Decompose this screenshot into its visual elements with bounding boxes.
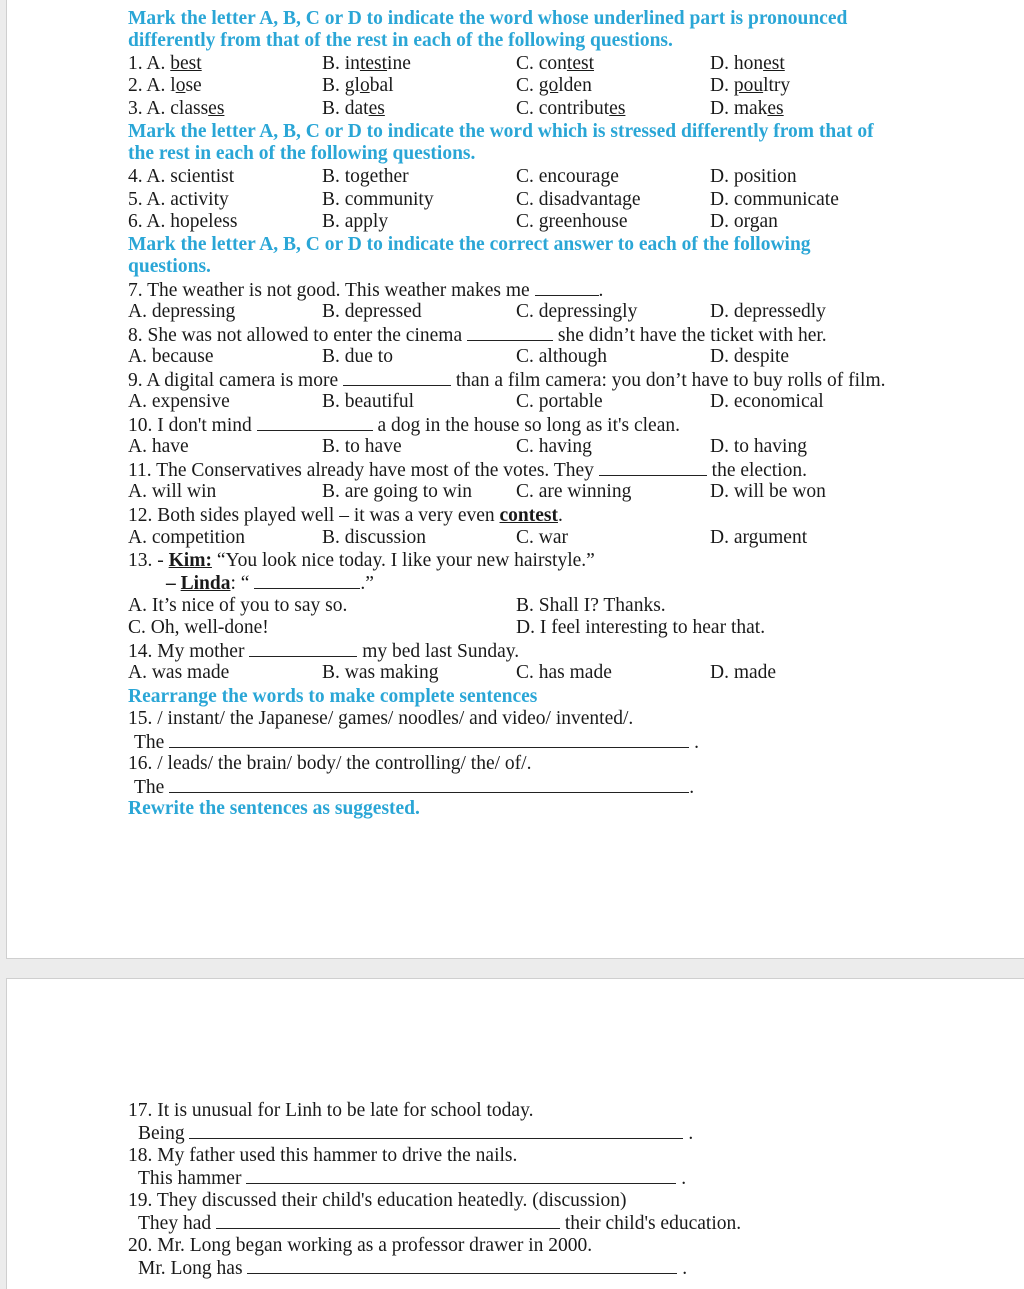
option-b[interactable]: B. depressed (322, 301, 422, 322)
option-a[interactable]: A. competition (128, 527, 245, 548)
question-19-prompt: 19. They discussed their child's education heatedly. (discussion) (128, 1190, 627, 1211)
question-19-answer-line: They had their child's education. (138, 1213, 742, 1234)
option-b[interactable]: B. global (322, 75, 394, 96)
option-b[interactable]: B. discussion (322, 527, 427, 548)
answer-blank[interactable] (249, 640, 357, 657)
option-a[interactable]: 2. A. lose (128, 75, 202, 96)
option-d[interactable]: D. makes (710, 98, 784, 119)
option-b[interactable]: B. together (322, 166, 409, 187)
option-c[interactable]: C. having (516, 436, 592, 457)
answer-blank[interactable] (216, 1212, 560, 1229)
option-b[interactable]: B. are going to win (322, 481, 473, 502)
section-heading-rearrange: Rearrange the words to make complete sentences (128, 686, 538, 707)
question-18-answer-line: This hammer . (138, 1168, 687, 1189)
answer-blank[interactable] (343, 369, 451, 386)
question-7-stem: 7. The weather is not good. This weather makes me . (128, 280, 604, 301)
option-c[interactable]: C. are winning (516, 481, 632, 502)
section-heading-pronunciation-cont: differently from that of the rest in each of the following questions. (128, 30, 673, 51)
section-heading-correct-answer-cont: questions. (128, 256, 211, 277)
question-15-answer-line: The . (134, 732, 699, 753)
underlined-word: contest (499, 505, 558, 526)
question-9-stem: 9. A digital camera is more than a film camera: you don’t have to buy rolls of film. (128, 370, 886, 391)
option-a[interactable]: 6. A. hopeless (128, 211, 238, 232)
section-heading-correct-answer: Mark the letter A, B, C or D to indicate the correct answer to each of the following (128, 234, 811, 255)
option-d[interactable]: D. poultry (710, 75, 791, 96)
option-a[interactable]: A. depressing (128, 301, 236, 322)
option-c[interactable]: C. portable (516, 391, 603, 412)
question-12-stem: 12. Both sides played well – it was a very even contest. (128, 505, 563, 526)
question-14-stem: 14. My mother my bed last Sunday. (128, 641, 520, 662)
question-18-prompt: 18. My father used this hammer to drive the nails. (128, 1145, 518, 1166)
option-d[interactable]: D. depressedly (710, 301, 826, 322)
option-b[interactable]: B. dates (322, 98, 385, 119)
option-d[interactable]: D. despite (710, 346, 790, 367)
answer-blank[interactable] (599, 459, 707, 476)
speaker-kim: Kim: (168, 550, 212, 571)
option-a[interactable]: 4. A. scientist (128, 166, 235, 187)
option-d[interactable]: D. organ (710, 211, 778, 232)
option-c[interactable]: C. encourage (516, 166, 619, 187)
option-d[interactable]: D. communicate (710, 189, 839, 210)
option-c[interactable]: C. contributes (516, 98, 626, 119)
option-a[interactable]: 1. A. best (128, 53, 202, 74)
question-16-prompt: 16. / leads/ the brain/ body/ the controlling/ the/ of/. (128, 753, 532, 774)
question-11-stem: 11. The Conservatives already have most of the votes. They the election. (128, 460, 807, 481)
option-a[interactable]: 5. A. activity (128, 189, 229, 210)
section-heading-rewrite: Rewrite the sentences as suggested. (128, 798, 420, 819)
option-d[interactable]: D. will be won (710, 481, 826, 502)
answer-blank[interactable] (246, 1167, 676, 1184)
question-8-stem: 8. She was not allowed to enter the cinema she didn’t have the ticket with her. (128, 325, 827, 346)
question-17-answer-line: Being . (138, 1123, 694, 1144)
option-a[interactable]: A. have (128, 436, 189, 457)
option-a[interactable]: A. It’s nice of you to say so. (128, 595, 348, 616)
option-c[interactable]: C. contest (516, 53, 595, 74)
option-b[interactable]: B. was making (322, 662, 439, 683)
option-c[interactable]: C. war (516, 527, 568, 548)
option-b[interactable]: B. intestine (322, 53, 411, 74)
option-d[interactable]: D. to having (710, 436, 807, 457)
answer-blank[interactable] (169, 776, 689, 793)
answer-blank[interactable] (257, 414, 373, 431)
question-13-line-2: – Linda: “ .” (166, 573, 374, 594)
question-10-stem: 10. I don't mind a dog in the house so long as it's clean. (128, 415, 680, 436)
section-heading-stress-cont: the rest in each of the following questions. (128, 143, 476, 164)
answer-blank[interactable] (254, 572, 360, 589)
option-a[interactable]: A. because (128, 346, 214, 367)
question-17-prompt: 17. It is unusual for Linh to be late for school today. (128, 1100, 534, 1121)
question-15-prompt: 15. / instant/ the Japanese/ games/ noodles/ and video/ invented/. (128, 708, 634, 729)
option-d[interactable]: D. honest (710, 53, 785, 74)
option-c[interactable]: C. golden (516, 75, 592, 96)
option-b[interactable]: B. beautiful (322, 391, 415, 412)
question-20-answer-line: Mr. Long has . (138, 1258, 688, 1279)
option-d[interactable]: D. made (710, 662, 777, 683)
speaker-linda: Linda (180, 573, 231, 594)
option-c[interactable]: C. although (516, 346, 607, 367)
option-a[interactable]: 3. A. classes (128, 98, 225, 119)
question-13-line-1: 13. - Kim: “You look nice today. I like your new hairstyle.” (128, 550, 595, 571)
option-c[interactable]: C. Oh, well-done! (128, 617, 269, 638)
option-b[interactable]: B. due to (322, 346, 393, 367)
option-d[interactable]: D. economical (710, 391, 824, 412)
section-heading-pronunciation: Mark the letter A, B, C or D to indicate the word whose underlined part is pronounced (128, 8, 848, 29)
option-c[interactable]: C. has made (516, 662, 612, 683)
option-a[interactable]: A. expensive (128, 391, 230, 412)
option-b[interactable]: B. apply (322, 211, 389, 232)
option-a[interactable]: A. was made (128, 662, 230, 683)
option-d[interactable]: D. I feel interesting to hear that. (516, 617, 766, 638)
answer-blank[interactable] (467, 324, 553, 341)
option-b[interactable]: B. to have (322, 436, 402, 457)
answer-blank[interactable] (247, 1257, 677, 1274)
question-16-answer-line: The . (134, 777, 695, 798)
option-d[interactable]: D. position (710, 166, 797, 187)
option-d[interactable]: D. argument (710, 527, 808, 548)
option-c[interactable]: C. disadvantage (516, 189, 641, 210)
answer-blank[interactable] (169, 731, 689, 748)
option-c[interactable]: C. depressingly (516, 301, 638, 322)
option-c[interactable]: C. greenhouse (516, 211, 628, 232)
option-b[interactable]: B. Shall I? Thanks. (516, 595, 666, 616)
question-20-prompt: 20. Mr. Long began working as a professor drawer in 2000. (128, 1235, 593, 1256)
option-b[interactable]: B. community (322, 189, 434, 210)
option-a[interactable]: A. will win (128, 481, 217, 502)
section-heading-stress: Mark the letter A, B, C or D to indicate the word which is stressed differently from that of (128, 121, 874, 142)
answer-blank[interactable] (189, 1122, 683, 1139)
answer-blank[interactable] (535, 279, 599, 296)
